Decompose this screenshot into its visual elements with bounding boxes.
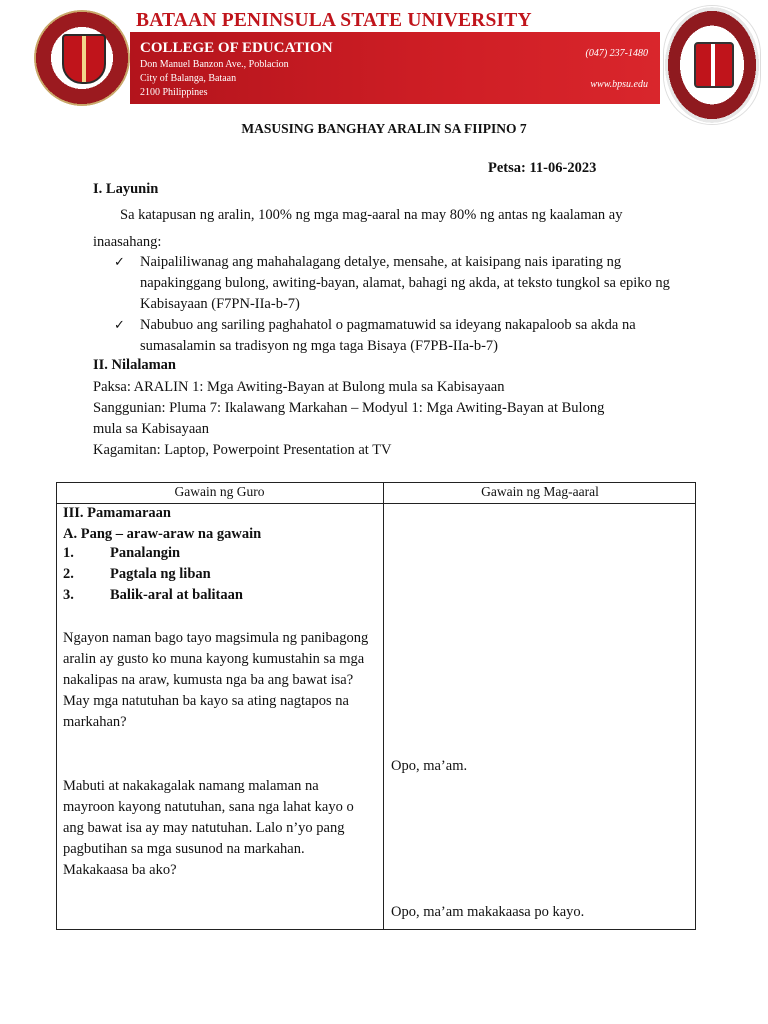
checkmark-icon: ✓ bbox=[114, 318, 125, 333]
step-label: Panalangin bbox=[110, 545, 181, 561]
layunin-intro: Sa katapusan ng aralin, 100% ng mga mag-aaral na may 80% ng antas ng kaalaman ay inaasahang: bbox=[93, 207, 623, 250]
college-name: COLLEGE OF EDUCATION bbox=[140, 40, 333, 56]
table-divider bbox=[383, 482, 384, 930]
objective-text: Naipaliliwanag ang mahahalagang detalye, mensahe, at kaisipang nais iparating ng napakinggang bulong, awiting-bayan, alamat, bahagi ng akda, at teksto tungkol sa epiko ng Kabisayaan (F7PN-IIa-b-7) bbox=[140, 254, 670, 312]
step-label: Pagtala ng liban bbox=[110, 566, 211, 582]
university-name: BATAAN PENINSULA STATE UNIVERSITY bbox=[136, 10, 532, 31]
objective-text: Nabubuo ang sariling paghahatol o pagmamatuwid sa ideyang nakapaloob sa akda na sumasalamin sa tradisyon ng mga taga Bisaya (F7PB-IIa-b-7) bbox=[140, 317, 636, 354]
step-number: 1. bbox=[63, 545, 74, 561]
pamamaraan-heading: III. Pamamaraan bbox=[63, 505, 171, 521]
university-seal-icon bbox=[34, 10, 130, 106]
section-heading-nilalaman: II. Nilalaman bbox=[93, 357, 176, 373]
paksa-line: Paksa: ARALIN 1: Mga Awiting-Bayan at Bulong mula sa Kabisayaan bbox=[93, 379, 505, 395]
teacher-dialogue: Mabuti at nakakagalak namang malaman na mayroon kayong natutuhan, sana nga lahat kayo o ang bawat isa ay may natutuhan. Lalo n’yo pang pagbutihan sa mga susunod na markahan. Makakaasa ba ako? bbox=[63, 778, 354, 878]
sanggunian-line-cont: mula sa Kabisayaan bbox=[93, 421, 209, 437]
checkmark-icon: ✓ bbox=[114, 255, 125, 270]
column-header-guro: Gawain ng Guro bbox=[174, 484, 265, 499]
student-response: Opo, ma’am makakaasa po kayo. bbox=[391, 904, 585, 920]
column-header-mag-aaral: Gawain ng Mag-aaral bbox=[481, 484, 599, 499]
website-link[interactable]: www.bpsu.edu bbox=[590, 79, 648, 90]
objective-item bbox=[114, 315, 674, 357]
phone-number: (047) 237-1480 bbox=[585, 48, 648, 59]
document-date: Petsa: 11-06-2023 bbox=[488, 160, 597, 176]
objective-item bbox=[114, 252, 674, 315]
teacher-dialogue: Ngayon naman bago tayo magsimula ng panibagong aralin ay gusto ko muna kayong kumustahin sa mga nakalipas na araw, kumusta nga ba ang bawat isa? May mga natutuhan ba kayo sa ating nagtapos na markahan? bbox=[63, 630, 369, 730]
address-line: Don Manuel Banzon Ave., Poblacion bbox=[140, 59, 289, 70]
address-line: 2100 Philippines bbox=[140, 87, 208, 98]
section-heading-layunin: I. Layunin bbox=[93, 181, 159, 197]
step-number: 3. bbox=[63, 587, 74, 603]
pang-araw-araw-heading: A. Pang – araw-araw na gawain bbox=[63, 526, 262, 542]
step-number: 2. bbox=[63, 566, 74, 582]
college-seal-icon bbox=[664, 6, 760, 124]
sanggunian-line: Sanggunian: Pluma 7: Ikalawang Markahan – Modyul 1: Mga Awiting-Bayan at Bulong bbox=[93, 400, 605, 416]
kagamitan-line: Kagamitan: Laptop, Powerpoint Presentation at TV bbox=[93, 442, 392, 458]
step-label: Balik-aral at balitaan bbox=[110, 587, 243, 603]
student-response: Opo, ma’am. bbox=[391, 758, 468, 774]
document-title: MASUSING BANGHAY ARALIN SA FIIPINO 7 bbox=[241, 121, 527, 136]
address-line: City of Balanga, Bataan bbox=[140, 73, 237, 84]
